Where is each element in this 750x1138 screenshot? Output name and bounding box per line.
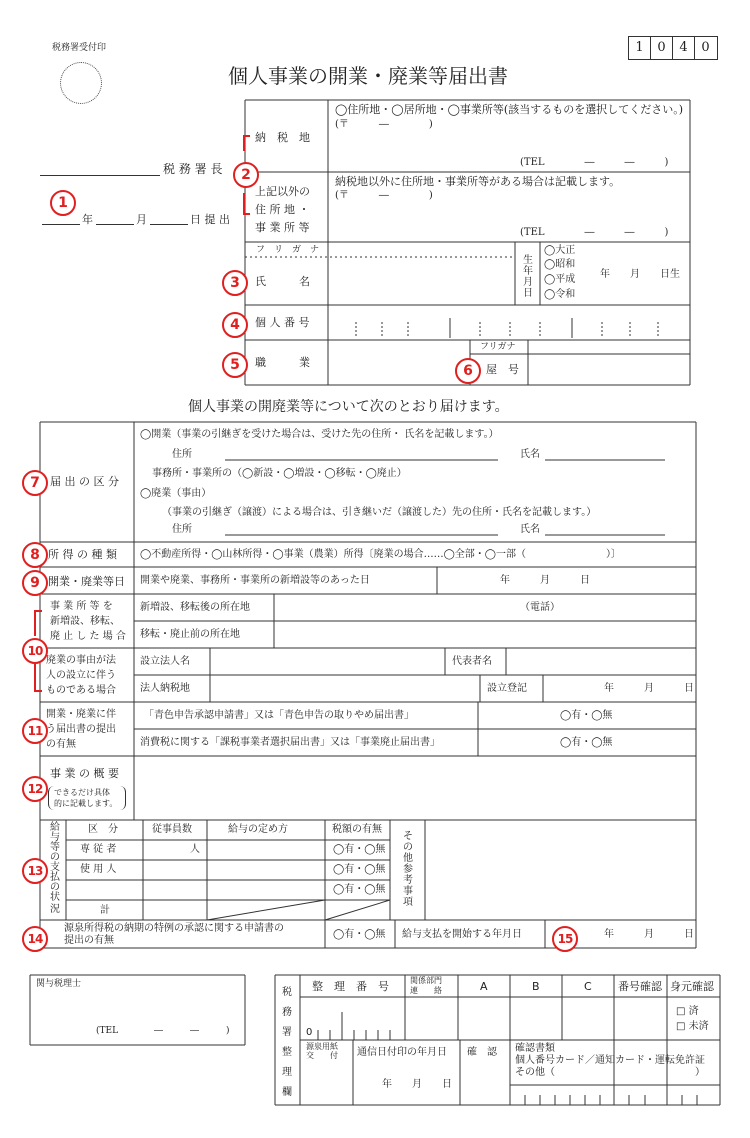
section7-line2: 事務所・事業所の（◯新設・◯増設・◯移転・◯廃止）: [152, 468, 407, 479]
my-number-boxes[interactable]: [334, 318, 684, 338]
section10-corp-name: 設立法人名: [140, 656, 190, 667]
marker-13: 13: [22, 858, 48, 884]
section7-name2: 氏名: [520, 524, 540, 535]
form-number-digit: 0: [651, 37, 673, 59]
office-gensen: 交 付: [306, 1051, 338, 1060]
marker-2-bracket: [243, 193, 250, 215]
section13-other: の: [403, 842, 413, 853]
marker-12: 12: [22, 776, 48, 802]
office-kakunin: 確 認: [467, 1047, 497, 1058]
section10-label-b: 人の設立に伴う: [46, 670, 116, 681]
section13-header: 従事員数: [152, 824, 192, 835]
marker-6: 6: [455, 358, 481, 384]
section7-line3: ◯廃業（事由）: [140, 488, 212, 499]
section11-label: う届出書の提出: [46, 724, 116, 735]
other-address-tel: (TEL ― ― ): [520, 227, 669, 238]
birth-label: 生: [523, 255, 533, 266]
section10-label-a: 新増設、移転、: [50, 616, 120, 627]
section14-start: 給与支払を開始する年月日: [402, 929, 522, 940]
section13-other: 項: [403, 897, 413, 908]
section13-header: 税額の有無: [332, 824, 382, 835]
my-number-label: 個 人 番 号: [255, 316, 310, 329]
marker-10: 10: [22, 638, 48, 664]
tax-office-label: 税 務 署 長: [163, 162, 223, 176]
section12-note: 的に記載します。: [54, 799, 118, 808]
section9-text: 開業や廃業、事務所・事業所の新増設等のあった日: [140, 575, 370, 586]
section13-label: の: [50, 852, 60, 863]
tax-accountant-label: 関与税理士: [36, 979, 82, 989]
section10-new-loc: 新増設、移転後の所在地: [140, 602, 250, 613]
marker-8: 8: [22, 542, 48, 568]
office-side-label: 理: [282, 1067, 292, 1078]
form-number-box: [628, 36, 718, 60]
statement: 個人事業の開廃業等について次のとおり届けます。: [188, 399, 509, 415]
office-related: 連 絡: [410, 986, 442, 995]
section13-yn[interactable]: ◯有・◯無: [333, 884, 386, 895]
address-label: 納 税 地: [255, 131, 310, 144]
office-side-label: 務: [282, 1007, 292, 1018]
section13-label: の: [50, 882, 60, 893]
section13-row-label: 専 従 者: [80, 844, 117, 855]
section7-name: 氏名: [520, 449, 540, 460]
section13-yn[interactable]: ◯有・◯無: [333, 844, 386, 855]
section13-label: 状: [50, 892, 60, 903]
office-doc-type: 個人番号カード／通知カード・運転免許証: [515, 1055, 705, 1066]
section13-yn[interactable]: ◯有・◯無: [333, 864, 386, 875]
page-title: 個人事業の開業・廃業等届出書: [228, 64, 508, 88]
section14-date: 年 月 日: [604, 929, 694, 940]
birth-label: 年: [523, 266, 533, 277]
marker-10-bracket: [34, 664, 42, 692]
era-option[interactable]: ◯昭和: [544, 259, 576, 270]
section10-reg: 設立登記: [487, 683, 527, 694]
marker-4: 4: [222, 312, 248, 338]
office-side-label: 署: [282, 1027, 292, 1038]
office-ymd: 年 月 日: [382, 1079, 452, 1090]
stamp-circle: [60, 62, 102, 104]
section13-label: 等: [50, 842, 60, 853]
section11-row1-yn[interactable]: ◯有・◯無: [560, 710, 613, 721]
section11-label: の有無: [46, 739, 76, 750]
filed-day-label: 日 提 出: [190, 213, 230, 226]
other-address-label: 事 業 所 等: [255, 221, 310, 234]
section10-old-loc: 移転・廃止前の所在地: [140, 629, 240, 640]
office-doc-type: 確認書類: [515, 1043, 555, 1054]
office-tsushin: 通信日付印の年月日: [357, 1047, 447, 1058]
section9-label: 開業・廃業等日: [48, 575, 125, 588]
form-number-digit: 4: [673, 37, 695, 59]
section7-addr: 住所: [172, 449, 192, 460]
section11-row2: 消費税に関する「課税事業者選択届出書」又は「事業廃止届出書」: [140, 737, 440, 748]
other-address-postal: (〒 ― ): [335, 190, 433, 201]
marker-3: 3: [222, 270, 248, 296]
section10-label-a: 廃 止 し た 場 合: [50, 631, 126, 642]
marker-5: 5: [222, 352, 248, 378]
section10-label-b: 廃業の事由が法: [46, 655, 116, 666]
section13-label: 払: [50, 872, 60, 883]
marker-10-bracket: [34, 610, 42, 636]
office-seiri: 整 理 番 号: [312, 980, 389, 993]
section13-label: 況: [50, 904, 60, 915]
era-option[interactable]: ◯平成: [544, 274, 576, 285]
section12-label: 事 業 の 概 要: [50, 767, 119, 780]
section9-date: 年 月 日: [500, 575, 590, 586]
section13-other: 考: [403, 875, 413, 886]
office-col-c: C: [584, 980, 592, 993]
address-tel: (TEL ― ― ): [520, 157, 669, 168]
office-zero: 0: [306, 1027, 313, 1038]
address-options: ◯住所地・◯居所地・◯事業所等(該当するものを選択してください。): [335, 103, 684, 116]
tax-accountant-tel: (TEL ― ― ): [96, 1026, 230, 1036]
office-col-a: A: [480, 980, 488, 993]
office-id-check: 身元確認: [670, 980, 714, 993]
birth-label: 月: [523, 277, 533, 288]
section12-note: できるだけ具体: [54, 788, 110, 797]
section7-label: 届 出 の 区 分: [50, 475, 119, 488]
marker-7: 7: [22, 470, 48, 496]
marker-2-bracket: [243, 135, 250, 151]
marker-9: 9: [22, 570, 48, 596]
section13-other: そ: [403, 831, 413, 842]
section14-yn[interactable]: ◯有・◯無: [333, 929, 386, 940]
section10-phone: （電話）: [520, 602, 560, 613]
birth-label: 日: [523, 288, 533, 299]
office-num-check: 番号確認: [618, 980, 662, 993]
furigana-label: フ リ ガ ナ: [256, 245, 320, 255]
office-col-b: B: [532, 980, 540, 993]
section13-label: 給: [50, 822, 60, 833]
other-address-label: 上記以外の: [255, 185, 310, 198]
section11-label: 開業・廃業に伴: [46, 709, 116, 720]
section10-reg-date: 年 月 日: [604, 683, 694, 694]
section10-rep-name: 代表者名: [452, 656, 492, 667]
section13-unit: 人: [190, 844, 200, 855]
filed-month-label: 月: [136, 213, 147, 226]
section11-row2-yn[interactable]: ◯有・◯無: [560, 737, 613, 748]
section10-corp-tax: 法人納税地: [140, 683, 190, 694]
marker-15: 15: [552, 926, 578, 952]
section13-other: 事: [403, 886, 413, 897]
occupation-label: 職 業: [255, 356, 310, 369]
section8-options: ◯不動産所得・◯山林所得・◯事業（農業）所得〔廃業の場合……◯全部・◯一部（ ）〕: [140, 549, 621, 560]
shop-name-label: 屋 号: [486, 363, 519, 376]
section10-label-b: ものである場合: [46, 685, 116, 696]
section8-label: 所 得 の 種 類: [48, 548, 117, 561]
section7-line4: （事業の引継ぎ（譲渡）による場合は、引き継いだ（譲渡した）先の住所・氏名を記載します。）: [162, 507, 597, 518]
era-option[interactable]: ◯令和: [544, 289, 576, 300]
section7-line1: ◯開業（事業の引継ぎを受けた場合は、受けた先の住所・ 氏名を記載します。）: [140, 429, 499, 440]
marker-14: 14: [22, 926, 48, 952]
birth-date: 年 月 日生: [600, 269, 680, 280]
section11-row1: 「青色申告承認申請書」又は「青色申告の取りやめ届出書」: [144, 710, 414, 721]
office-not-done[interactable]: □ 未済: [676, 1021, 709, 1032]
section13-row-label: 計: [100, 905, 110, 916]
office-done[interactable]: □ 済: [676, 1006, 699, 1017]
form-number-digit: 0: [701, 40, 710, 55]
office-side-label: 欄: [282, 1087, 292, 1098]
address-postal: (〒 ― ): [335, 119, 433, 130]
section13-label: 与: [50, 832, 60, 843]
section13-other: 参: [403, 864, 413, 875]
section7-addr2: 住所: [172, 524, 192, 535]
other-address-label: 住 所 地 ・: [255, 203, 310, 216]
section13-row-label: 使 用 人: [80, 864, 117, 875]
section13-label: 支: [50, 862, 60, 873]
office-gensen: 源泉用紙: [306, 1042, 338, 1051]
marker-11: 11: [22, 718, 48, 744]
form-number-digit: 1: [629, 37, 651, 59]
section13-header: 区 分: [88, 824, 118, 835]
stamp-label: 税務署受付印: [52, 43, 107, 53]
office-side-label: 税: [282, 987, 292, 998]
office-side-label: 整: [282, 1047, 292, 1058]
section14-text: 提出の有無: [64, 935, 114, 946]
era-option[interactable]: ◯大正: [544, 245, 576, 256]
marker-1: 1: [50, 190, 76, 216]
office-doc-type: その他（ ）: [515, 1067, 705, 1078]
section13-header: 給与の定め方: [228, 824, 288, 835]
filed-year-label: 年: [82, 213, 93, 226]
office-related: 関係部門: [410, 976, 442, 985]
name-label: 氏 名: [255, 275, 310, 288]
other-address-note: 納税地以外に住所地・事業所等がある場合は記載します。: [335, 175, 621, 188]
marker-2: 2: [233, 162, 259, 188]
section14-text: 源泉所得税の納期の特例の承認に関する申請書の: [64, 923, 284, 934]
section13-other: 他: [403, 853, 413, 864]
section10-label-a: 事 業 所 等 を: [50, 601, 113, 612]
shop-furigana-label: フリガナ: [480, 342, 516, 352]
